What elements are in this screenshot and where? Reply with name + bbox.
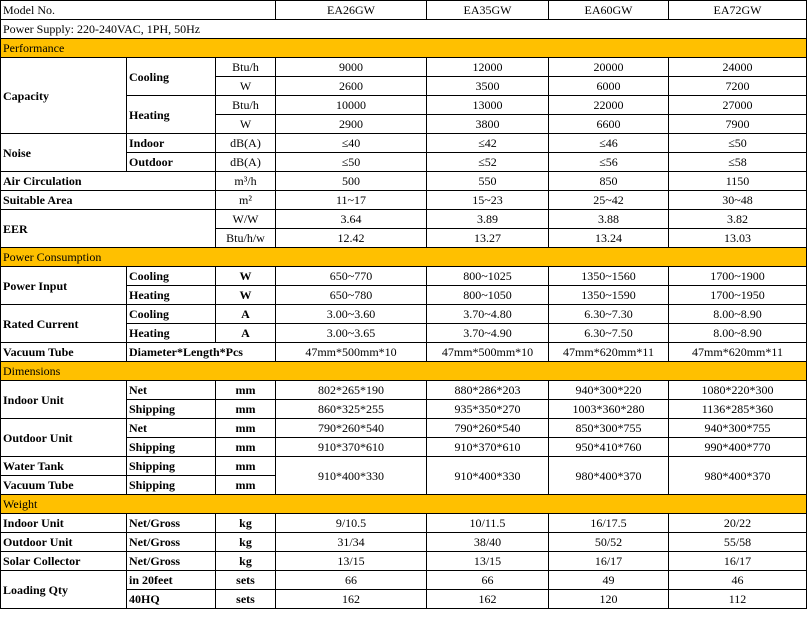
value-cell: 15~23 [427,191,549,210]
section-header [1,248,807,267]
value-cell: 910*400*330 [276,457,427,495]
power-input-heating-label: Heating [127,286,216,305]
value-cell: 112 [669,590,807,609]
table-row [1,419,807,438]
unit-cell: m² [216,191,276,210]
loading-20ft-label: in 20feet [127,571,216,590]
capacity-heating-label: Heating [127,96,216,134]
value-cell: 650~770 [276,267,427,286]
value-cell: ≤56 [549,153,669,172]
suitable-area-label: Suitable Area [1,191,216,210]
value-cell: 3800 [427,115,549,134]
unit-cell: dB(A) [216,153,276,172]
value-cell: 3.70~4.80 [427,305,549,324]
value-cell: 3.88 [549,210,669,229]
model-name: EA72GW [669,1,807,20]
value-cell: 55/58 [669,533,807,552]
value-cell: 162 [427,590,549,609]
value-cell: 9000 [276,58,427,77]
section-dimensions: Dimensions [1,362,807,381]
value-cell: 1080*220*300 [669,381,807,400]
net-label: Net [127,419,216,438]
unit-cell: Btu/h [216,58,276,77]
unit-cell: sets [216,571,276,590]
section-header [1,362,807,381]
weight-indoor-label: Indoor Unit [1,514,127,533]
value-cell: 20000 [549,58,669,77]
shipping-label: Shipping [127,400,216,419]
power-input-label: Power Input [1,267,127,305]
rated-current-cooling-label: Cooling [127,305,216,324]
value-cell: 13000 [427,96,549,115]
section-performance: Performance [1,39,807,58]
value-cell: 3500 [427,77,549,96]
value-cell: 1700~1950 [669,286,807,305]
net-gross-label: Net/Gross [127,514,216,533]
power-supply: Power Supply: 220-240VAC, 1PH, 50Hz [1,20,807,39]
section-power-consumption: Power Consumption [1,248,807,267]
value-cell: 802*265*190 [276,381,427,400]
vacuum-tube-label: Vacuum Tube [1,343,127,362]
weight-outdoor-label: Outdoor Unit [1,533,127,552]
value-cell: 47mm*500mm*10 [276,343,427,362]
capacity-cooling-label: Cooling [127,58,216,96]
value-cell: 1003*360*280 [549,400,669,419]
value-cell: 50/52 [549,533,669,552]
rated-current-label: Rated Current [1,305,127,343]
value-cell: 910*400*330 [427,457,549,495]
value-cell: 11~17 [276,191,427,210]
value-cell: 8.00~8.90 [669,324,807,343]
value-cell: 30~48 [669,191,807,210]
power-input-cooling-label: Cooling [127,267,216,286]
value-cell: 9/10.5 [276,514,427,533]
value-cell: 800~1025 [427,267,549,286]
value-cell: 38/40 [427,533,549,552]
model-name: EA35GW [427,1,549,20]
value-cell: 6000 [549,77,669,96]
value-cell: 990*400*770 [669,438,807,457]
value-cell: 10/11.5 [427,514,549,533]
net-gross-label: Net/Gross [127,533,216,552]
value-cell: ≤50 [276,153,427,172]
section-weight: Weight [1,495,807,514]
value-cell: ≤42 [427,134,549,153]
value-cell: 2600 [276,77,427,96]
value-cell: 3.00~3.60 [276,305,427,324]
value-cell: 950*410*760 [549,438,669,457]
value-cell: 13.24 [549,229,669,248]
value-cell: 16/17 [549,552,669,571]
value-cell: 800~1050 [427,286,549,305]
value-cell: 162 [276,590,427,609]
value-cell: 16/17.5 [549,514,669,533]
value-cell: 880*286*203 [427,381,549,400]
value-cell: ≤50 [669,134,807,153]
value-cell: 790*260*540 [276,419,427,438]
value-cell: 16/17 [669,552,807,571]
weight-solar-label: Solar Collector [1,552,127,571]
value-cell: 940*300*755 [669,419,807,438]
unit-cell: Btu/h/w [216,229,276,248]
unit-cell: A [216,324,276,343]
table-row [1,343,807,362]
unit-cell: mm [216,400,276,419]
vacuum-tube-spec: Diameter*Length*Pcs [127,343,276,362]
table-row [1,457,807,476]
value-cell: 13.03 [669,229,807,248]
table-row [1,552,807,571]
value-cell: 1700~1900 [669,267,807,286]
unit-cell: W [216,77,276,96]
air-circulation-label: Air Circulation [1,172,216,191]
table-row [1,571,807,590]
value-cell: 3.82 [669,210,807,229]
rated-current-heating-label: Heating [127,324,216,343]
value-cell: 12000 [427,58,549,77]
model-row [1,1,807,20]
unit-cell: mm [216,419,276,438]
table-row [1,514,807,533]
noise-label: Noise [1,134,127,172]
table-row [1,267,807,286]
value-cell: 27000 [669,96,807,115]
value-cell: 910*370*610 [427,438,549,457]
value-cell: ≤52 [427,153,549,172]
unit-cell: kg [216,533,276,552]
unit-cell: dB(A) [216,134,276,153]
value-cell: 3.00~3.65 [276,324,427,343]
outdoor-unit-dim-label: Outdoor Unit [1,419,127,457]
unit-cell: mm [216,438,276,457]
net-label: Net [127,381,216,400]
section-header [1,495,807,514]
table-row [1,210,807,229]
value-cell: 13.27 [427,229,549,248]
value-cell: ≤40 [276,134,427,153]
unit-cell: m³/h [216,172,276,191]
value-cell: 910*370*610 [276,438,427,457]
vacuum-tube-dim-label: Vacuum Tube [1,476,127,495]
capacity-label: Capacity [1,58,127,134]
table-row [1,191,807,210]
table-row [1,134,807,153]
value-cell: 24000 [669,58,807,77]
value-cell: 2900 [276,115,427,134]
value-cell: 12.42 [276,229,427,248]
value-cell: 500 [276,172,427,191]
value-cell: 7200 [669,77,807,96]
value-cell: 13/15 [276,552,427,571]
value-cell: 1136*285*360 [669,400,807,419]
value-cell: 940*300*220 [549,381,669,400]
unit-cell: mm [216,457,276,476]
value-cell: 850*300*755 [549,419,669,438]
value-cell: 980*400*370 [669,457,807,495]
value-cell: 20/22 [669,514,807,533]
value-cell: 49 [549,571,669,590]
shipping-label: Shipping [127,438,216,457]
value-cell: 6.30~7.50 [549,324,669,343]
section-header [1,39,807,58]
table-row [1,172,807,191]
value-cell: 66 [276,571,427,590]
value-cell: 1350~1590 [549,286,669,305]
value-cell: 850 [549,172,669,191]
value-cell: 790*260*540 [427,419,549,438]
value-cell: 66 [427,571,549,590]
value-cell: 7900 [669,115,807,134]
value-cell: 25~42 [549,191,669,210]
unit-cell: W/W [216,210,276,229]
table-row [1,58,807,77]
table-row [1,381,807,400]
value-cell: 3.64 [276,210,427,229]
shipping-label: Shipping [127,457,216,476]
unit-cell: W [216,267,276,286]
unit-cell: A [216,305,276,324]
unit-cell: W [216,115,276,134]
value-cell: ≤46 [549,134,669,153]
value-cell: 6600 [549,115,669,134]
net-gross-label: Net/Gross [127,552,216,571]
unit-cell: Btu/h [216,96,276,115]
value-cell: 980*400*370 [549,457,669,495]
value-cell: 860*325*255 [276,400,427,419]
value-cell: 47mm*620mm*11 [549,343,669,362]
shipping-label: Shipping [127,476,216,495]
value-cell: ≤58 [669,153,807,172]
water-tank-label: Water Tank [1,457,127,476]
unit-cell: mm [216,476,276,495]
noise-outdoor-label: Outdoor [127,153,216,172]
noise-indoor-label: Indoor [127,134,216,153]
unit-cell: kg [216,514,276,533]
value-cell: 31/34 [276,533,427,552]
value-cell: 8.00~8.90 [669,305,807,324]
eer-label: EER [1,210,216,248]
value-cell: 10000 [276,96,427,115]
value-cell: 550 [427,172,549,191]
model-name: EA26GW [276,1,427,20]
value-cell: 13/15 [427,552,549,571]
value-cell: 1350~1560 [549,267,669,286]
unit-cell: kg [216,552,276,571]
indoor-unit-dim-label: Indoor Unit [1,381,127,419]
model-name: EA60GW [549,1,669,20]
value-cell: 47mm*500mm*10 [427,343,549,362]
loading-40hq-label: 40HQ [127,590,216,609]
value-cell: 22000 [549,96,669,115]
value-cell: 3.89 [427,210,549,229]
power-supply-row [1,20,807,39]
value-cell: 6.30~7.30 [549,305,669,324]
value-cell: 120 [549,590,669,609]
value-cell: 47mm*620mm*11 [669,343,807,362]
value-cell: 46 [669,571,807,590]
value-cell: 3.70~4.90 [427,324,549,343]
unit-cell: sets [216,590,276,609]
value-cell: 1150 [669,172,807,191]
table-row [1,305,807,324]
model-label: Model No. [1,1,276,20]
value-cell: 935*350*270 [427,400,549,419]
unit-cell: W [216,286,276,305]
table-row [1,533,807,552]
loading-qty-label: Loading Qty [1,571,127,609]
unit-cell: mm [216,381,276,400]
value-cell: 650~780 [276,286,427,305]
